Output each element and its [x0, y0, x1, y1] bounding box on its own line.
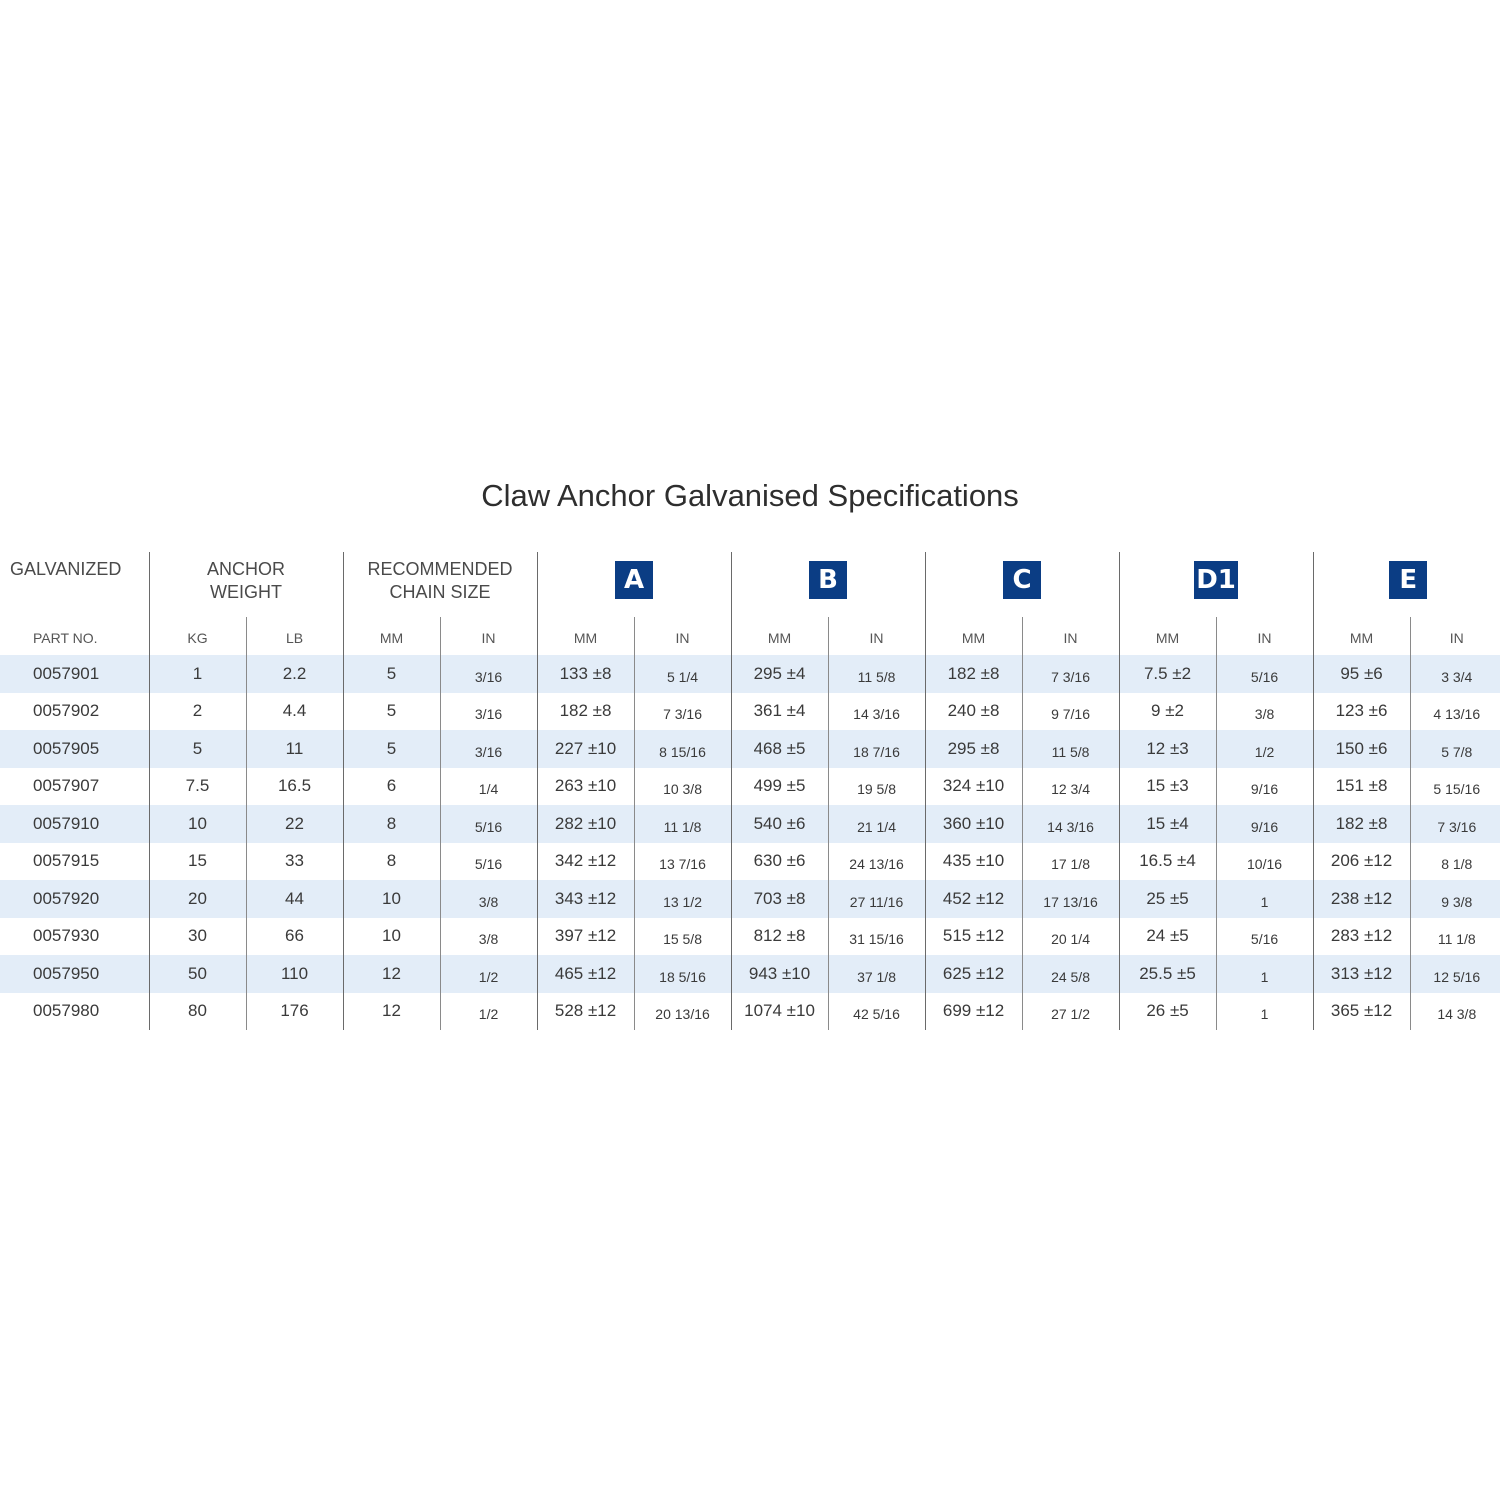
spec-cell: 240 ±8 [925, 693, 1022, 731]
spec-cell: 27 1/2 [1022, 993, 1119, 1031]
spec-cell: 20 13/16 [634, 993, 731, 1031]
spec-cell: 16.5 [246, 768, 343, 806]
spec-cell: 182 ±8 [925, 655, 1022, 693]
dimension-c-badge: C [1003, 561, 1041, 599]
spec-cell: 3/8 [440, 880, 537, 918]
chain-size-header [343, 552, 537, 617]
spec-cell: 25 ±5 [1119, 880, 1216, 918]
table-row [0, 918, 1500, 956]
part-number-cell: 0057980 [33, 1001, 100, 1021]
chain-size-line-2: CHAIN SIZE [389, 582, 491, 602]
unit-header: IN [828, 617, 925, 655]
spec-cell: 182 ±8 [1313, 805, 1410, 843]
spec-cell: 5 [343, 730, 440, 768]
spec-cell: 5 [343, 693, 440, 731]
dimension-d1-header [1119, 552, 1313, 617]
spec-cell: 19 5/8 [828, 768, 925, 806]
spec-cell: 21 1/4 [828, 805, 925, 843]
spec-cell: 812 ±8 [731, 918, 828, 956]
spec-cell: 630 ±6 [731, 843, 828, 881]
spec-cell: 468 ±5 [731, 730, 828, 768]
spec-cell: 5/16 [440, 843, 537, 881]
spec-cell: 515 ±12 [925, 918, 1022, 956]
spec-cell: 282 ±10 [537, 805, 634, 843]
spec-cell: 528 ±12 [537, 993, 634, 1031]
spec-cell: 12 5/16 [1410, 955, 1500, 993]
galvanized-header: GALVANIZED [10, 559, 122, 579]
spec-cell: 9 ±2 [1119, 693, 1216, 731]
spec-cell: 1 [149, 655, 246, 693]
part-no-header: PART NO. [33, 630, 98, 646]
spec-cell: 24 13/16 [828, 843, 925, 881]
spec-cell: 263 ±10 [537, 768, 634, 806]
unit-header: MM [1313, 617, 1410, 655]
spec-cell: 80 [149, 993, 246, 1031]
table-row [0, 955, 1500, 993]
part-number-cell: 0057905 [0, 730, 149, 768]
spec-cell: 7 3/16 [1022, 655, 1119, 693]
spec-cell: 3 3/4 [1410, 655, 1500, 693]
spec-cell: 5 1/4 [634, 655, 731, 693]
spec-cell: 499 ±5 [731, 768, 828, 806]
spec-cell: 11 [246, 730, 343, 768]
unit-header-row [0, 617, 1500, 655]
spec-cell: 360 ±10 [925, 805, 1022, 843]
spec-cell: 13 7/16 [634, 843, 731, 881]
unit-header: KG [149, 617, 246, 655]
spec-cell: 150 ±6 [1313, 730, 1410, 768]
spec-table-body [0, 655, 1500, 1030]
spec-cell: 182 ±8 [537, 693, 634, 731]
spec-cell: 20 [149, 880, 246, 918]
spec-cell: 7.5 ±2 [1119, 655, 1216, 693]
spec-cell: 540 ±6 [731, 805, 828, 843]
unit-header: MM [343, 617, 440, 655]
unit-header: IN [1022, 617, 1119, 655]
spec-cell: 238 ±12 [1313, 880, 1410, 918]
spec-cell: 5/16 [440, 805, 537, 843]
spec-cell: 123 ±6 [1313, 693, 1410, 731]
page-title: Claw Anchor Galvanised Specifications [481, 478, 1019, 513]
anchor-weight-line-2: WEIGHT [210, 582, 282, 602]
spec-cell: 66 [246, 918, 343, 956]
spec-cell: 9 7/16 [1022, 693, 1119, 731]
anchor-weight-header [149, 552, 343, 617]
spec-cell: 50 [149, 955, 246, 993]
spec-cell: 15 ±3 [1119, 768, 1216, 806]
spec-cell: 699 ±12 [925, 993, 1022, 1031]
spec-cell: 5 [343, 655, 440, 693]
unit-header: IN [1410, 617, 1500, 655]
spec-cell: 365 ±12 [1313, 993, 1410, 1031]
spec-cell: 1/2 [440, 955, 537, 993]
spec-cell: 30 [149, 918, 246, 956]
spec-cell: 5 7/8 [1410, 730, 1500, 768]
spec-cell: 12 [343, 955, 440, 993]
table-row [0, 843, 1500, 881]
spec-cell: 13 1/2 [634, 880, 731, 918]
spec-cell: 10 3/8 [634, 768, 731, 806]
spec-cell: 15 5/8 [634, 918, 731, 956]
spec-cell: 1074 ±10 [731, 993, 828, 1031]
table-row [0, 880, 1500, 918]
spec-cell: 397 ±12 [537, 918, 634, 956]
table-row [0, 768, 1500, 806]
spec-cell: 435 ±10 [925, 843, 1022, 881]
spec-cell: 176 [246, 993, 343, 1031]
table-row [0, 730, 1500, 768]
spec-cell: 10 [343, 880, 440, 918]
spec-cell: 10/16 [1216, 843, 1313, 881]
spec-cell: 10 [343, 918, 440, 956]
part-number-cell: 0057915 [33, 851, 100, 871]
chain-size-line-1: RECOMMENDED [367, 559, 513, 579]
spec-cell: 343 ±12 [537, 880, 634, 918]
spec-cell: 5/16 [1216, 918, 1313, 956]
spec-cell: 227 ±10 [537, 730, 634, 768]
spec-cell: 5 [149, 730, 246, 768]
spec-cell: 1 [1216, 880, 1313, 918]
header-group-row [0, 552, 1500, 617]
spec-cell: 8 [343, 805, 440, 843]
spec-cell: 3/8 [1216, 693, 1313, 731]
unit-header: MM [1119, 617, 1216, 655]
table-row [0, 993, 1500, 1031]
spec-cell: 24 ±5 [1119, 918, 1216, 956]
spec-cell: 6 [343, 768, 440, 806]
spec-cell: 3/16 [440, 655, 537, 693]
spec-cell: 3/8 [440, 918, 537, 956]
spec-cell: 3/16 [440, 693, 537, 731]
unit-header: MM [925, 617, 1022, 655]
spec-cell: 7.5 [149, 768, 246, 806]
dimension-b-header [731, 552, 925, 617]
spec-cell: 1/4 [440, 768, 537, 806]
spec-cell: 26 ±5 [1119, 993, 1216, 1031]
spec-cell: 5 15/16 [1410, 768, 1500, 806]
spec-cell: 4.4 [246, 693, 343, 731]
spec-cell: 5/16 [1216, 655, 1313, 693]
dimension-a-header [537, 552, 731, 617]
spec-cell: 703 ±8 [731, 880, 828, 918]
unit-header: LB [246, 617, 343, 655]
spec-cell: 2 [149, 693, 246, 731]
dimension-b-badge: B [809, 561, 847, 599]
spec-cell: 465 ±12 [537, 955, 634, 993]
spec-cell: 2.2 [246, 655, 343, 693]
unit-header: MM [537, 617, 634, 655]
spec-cell: 9/16 [1216, 805, 1313, 843]
spec-cell: 25.5 ±5 [1119, 955, 1216, 993]
spec-cell: 11 5/8 [828, 655, 925, 693]
spec-cell: 9 3/8 [1410, 880, 1500, 918]
unit-header: IN [1216, 617, 1313, 655]
spec-cell: 1 [1216, 993, 1313, 1031]
spec-cell: 11 1/8 [1410, 918, 1500, 956]
spec-cell: 3/16 [440, 730, 537, 768]
spec-cell: 12 3/4 [1022, 768, 1119, 806]
part-number-cell: 0057910 [0, 805, 149, 843]
spec-cell: 18 5/16 [634, 955, 731, 993]
spec-cell: 17 1/8 [1022, 843, 1119, 881]
spec-cell: 12 [343, 993, 440, 1031]
spec-cell: 8 15/16 [634, 730, 731, 768]
spec-cell: 1/2 [440, 993, 537, 1031]
spec-cell: 11 1/8 [634, 805, 731, 843]
spec-cell: 4 13/16 [1410, 693, 1500, 731]
spec-cell: 42 5/16 [828, 993, 925, 1031]
spec-cell: 14 3/16 [828, 693, 925, 731]
spec-cell: 15 ±4 [1119, 805, 1216, 843]
spec-cell: 95 ±6 [1313, 655, 1410, 693]
spec-cell: 1/2 [1216, 730, 1313, 768]
spec-cell: 24 5/8 [1022, 955, 1119, 993]
spec-cell: 37 1/8 [828, 955, 925, 993]
unit-header: MM [731, 617, 828, 655]
spec-cell: 943 ±10 [731, 955, 828, 993]
spec-cell: 8 1/8 [1410, 843, 1500, 881]
part-number-cell: 0057950 [0, 955, 149, 993]
part-number-cell: 0057907 [33, 776, 100, 796]
spec-cell: 7 3/16 [1410, 805, 1500, 843]
spec-cell: 295 ±8 [925, 730, 1022, 768]
unit-header: IN [440, 617, 537, 655]
table-row [0, 693, 1500, 731]
spec-cell: 151 ±8 [1313, 768, 1410, 806]
spec-table [0, 552, 1500, 1030]
spec-cell: 133 ±8 [537, 655, 634, 693]
spec-cell: 17 13/16 [1022, 880, 1119, 918]
spec-cell: 27 11/16 [828, 880, 925, 918]
spec-cell: 9/16 [1216, 768, 1313, 806]
spec-cell: 7 3/16 [634, 693, 731, 731]
unit-header: IN [634, 617, 731, 655]
spec-cell: 12 ±3 [1119, 730, 1216, 768]
part-number-cell: 0057901 [0, 655, 149, 693]
part-number-cell: 0057930 [33, 926, 100, 946]
spec-cell: 11 5/8 [1022, 730, 1119, 768]
spec-cell: 16.5 ±4 [1119, 843, 1216, 881]
dimension-a-badge: A [615, 561, 653, 599]
spec-cell: 452 ±12 [925, 880, 1022, 918]
spec-cell: 1 [1216, 955, 1313, 993]
spec-cell: 20 1/4 [1022, 918, 1119, 956]
spec-cell: 361 ±4 [731, 693, 828, 731]
table-row [0, 805, 1500, 843]
spec-cell: 15 [149, 843, 246, 881]
spec-cell: 206 ±12 [1313, 843, 1410, 881]
spec-cell: 14 3/8 [1410, 993, 1500, 1031]
spec-cell: 324 ±10 [925, 768, 1022, 806]
dimension-e-badge: E [1389, 561, 1427, 599]
dimension-c-header [925, 552, 1119, 617]
dimension-e-header [1313, 552, 1500, 617]
dimension-d1-badge: D1 [1194, 561, 1238, 599]
spec-cell: 342 ±12 [537, 843, 634, 881]
spec-cell: 295 ±4 [731, 655, 828, 693]
table-row [0, 655, 1500, 693]
spec-cell: 313 ±12 [1313, 955, 1410, 993]
spec-cell: 283 ±12 [1313, 918, 1410, 956]
spec-cell: 33 [246, 843, 343, 881]
spec-cell: 22 [246, 805, 343, 843]
spec-cell: 31 15/16 [828, 918, 925, 956]
part-number-cell: 0057902 [33, 701, 100, 721]
part-number-cell: 0057920 [0, 880, 149, 918]
spec-cell: 18 7/16 [828, 730, 925, 768]
spec-cell: 8 [343, 843, 440, 881]
spec-cell: 110 [246, 955, 343, 993]
spec-cell: 10 [149, 805, 246, 843]
spec-cell: 44 [246, 880, 343, 918]
spec-cell: 625 ±12 [925, 955, 1022, 993]
anchor-weight-line-1: ANCHOR [207, 559, 286, 579]
spec-cell: 14 3/16 [1022, 805, 1119, 843]
